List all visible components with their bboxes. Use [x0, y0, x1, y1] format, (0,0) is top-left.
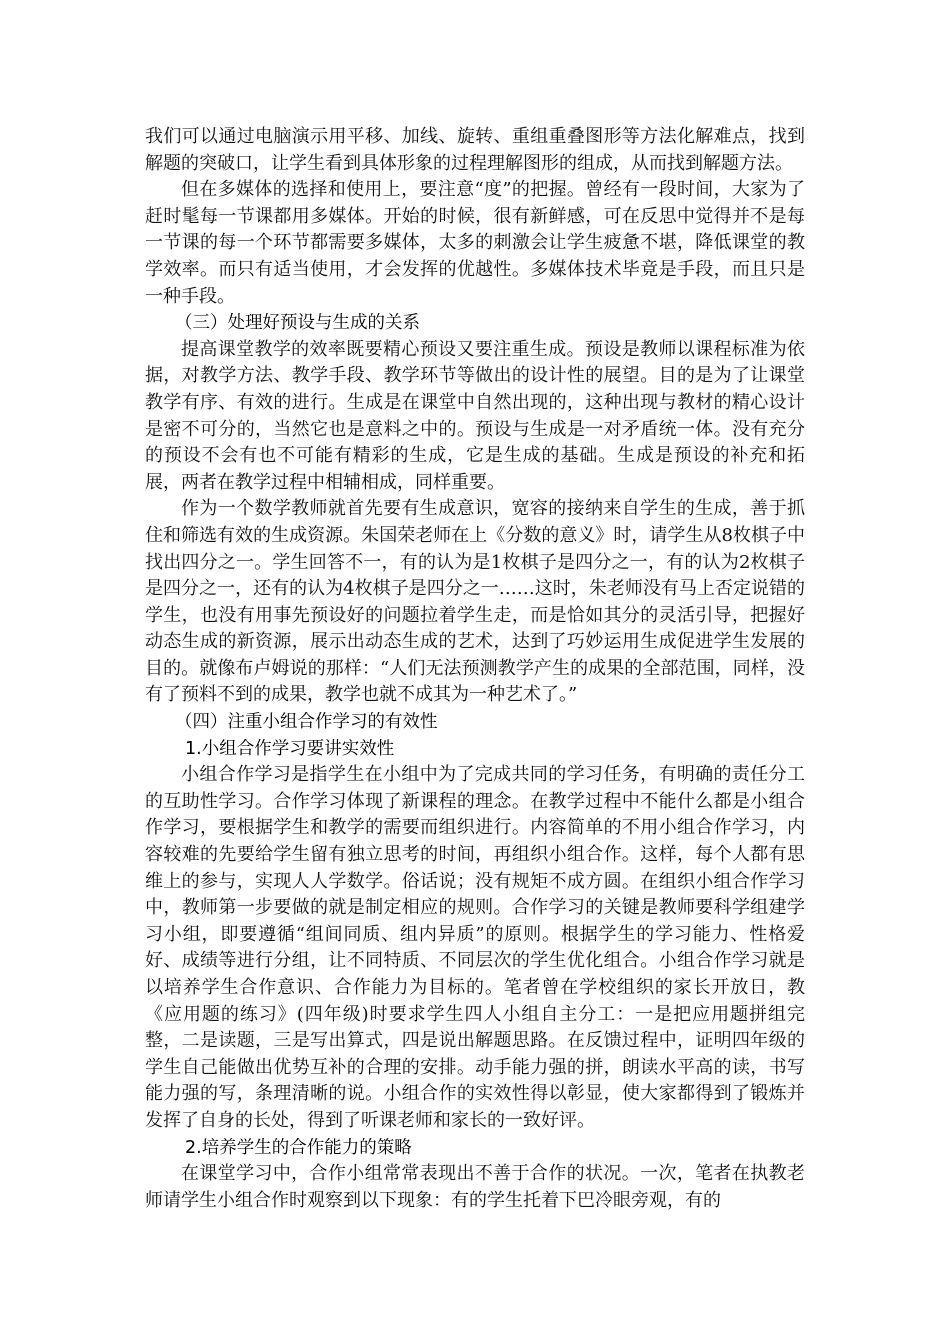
subheading-2: 2.培养学生的合作能力的策略: [185, 1137, 412, 1158]
paragraph-group-cooperation: 小组合作学习是指学生在小组中为了完成共同的学习任务，有明确的责任分工的互助性学习。合作学习体现了新课程的理念。在教学过程中不能什么都是小组合作学习，要根据学生和教学的需要而组织进行。内容简单的不用小组合作学习，内容较难的先要给学生留有独立思考的时间，再组织小组合作。这样，每个人都有思维上的参与，实现人人学数学。俗话说；没有规矩不成方圆。在组织小组合作学习中，教师第一步要做的就是制定相应的规则。合作学习的关键是教师要科学组建学习小组，即要遵循“组间同质、组内异质”的原则。根据学生的学习能力、性格爱好、成绩等进行分组，让不同特质、不同层次的学生优化组合。小组合作学习就是以培养学生合作意识、合作能力为目标的。笔者曾在学校组织的家长开放日，教《应用题的练习》(四年级)时要求学生四人小组自主分工：一是把应用题拼组完整，二是读题，三是写出算式，四是说出解题思路。在反馈过程中，证明四年级的学生自己能做出优势互补的合理的安排。动手能力强的拼，朗读水平高的读，书写能力强的写，条理清晰的说。小组合作的实效性得以彰显，使大家都得到了锻炼并发挥了自身的长处，得到了听课老师和家长的一致好评。: [145, 764, 805, 1131]
section-heading-3: （三）处理好预设与生成的关系: [175, 313, 420, 334]
section-heading-4: （四）注重小组合作学习的有效性: [175, 712, 438, 733]
paragraph-preset-generation: 提高课堂教学的效率既要精心预设又要注重生成。预设是教师以课程标准为依据，对教学方法、教学手段、教学环节等做出的设计性的展望。目的是为了让课堂教学有序、有效的进行。生成是在课堂中自然出现的，这种出现与教材的精心设计是密不可分的，当然它也是意料之中的。预设与生成是一对矛盾统一体。没有充分的预设不会有也不可能有精彩的生成，它是生成的基础。生成是预设的补充和拓展，两者在教学过程中相辅相成，同样重要。: [145, 338, 805, 493]
paragraph-multimedia-methods: 我们可以通过电脑演示用平移、加线、旋转、重组重叠图形等方法化解难点，找到解题的突破口，让学生看到具体形象的过程理解图形的组成，从而找到解题方法。: [145, 126, 805, 174]
paragraph-teacher-example: 作为一个数学教师就首先要有生成意识，宽容的接纳来自学生的生成，善于抓住和筛选有效的生成资源。朱国荣老师在上《分数的意义》时，请学生从8枚棋子中找出四分之一。学生回答不一，有的认为是1枚棋子是四分之一，有的认为2枚棋子是四分之一，还有的认为4枚棋子是四分之一……这时，朱老师没有马上否定说错的学生，也没有用事先预设好的问题拉着学生走，而是恰如其分的灵活引导，把握好动态生成的新资源，展示出动态生成的艺术，达到了巧妙运用生成促进学生发展的目的。就像布卢姆说的那样：“人们无法预测教学产生的成果的全部范围，同样，没有了预料不到的成果，教学也就不成其为一种艺术了。”: [145, 498, 805, 706]
subheading-1: 1.小组合作学习要讲实效性: [185, 738, 395, 759]
document-page: [145, 124, 805, 1214]
paragraph-multimedia-degree: 但在多媒体的选择和使用上，要注意“度”的把握。曾经有一段时间，大家为了赶时髦每一节课都用多媒体。开始的时候，很有新鲜感，可在反思中觉得并不是每一节课的每一个环节都需要多媒体，太多的刺激会让学生疲惫不堪，降低课堂的教学效率。而只有适当使用，才会发挥的优越性。多媒体技术毕竟是手段，而且只是一种手段。: [145, 179, 805, 307]
paragraph-cooperation-strategy: 在课堂学习中，合作小组常常表现出不善于合作的状况。一次，笔者在执教老师请学生小组合作时观察到以下现象：有的学生托着下巴冷眼旁观，有的: [145, 1163, 805, 1211]
